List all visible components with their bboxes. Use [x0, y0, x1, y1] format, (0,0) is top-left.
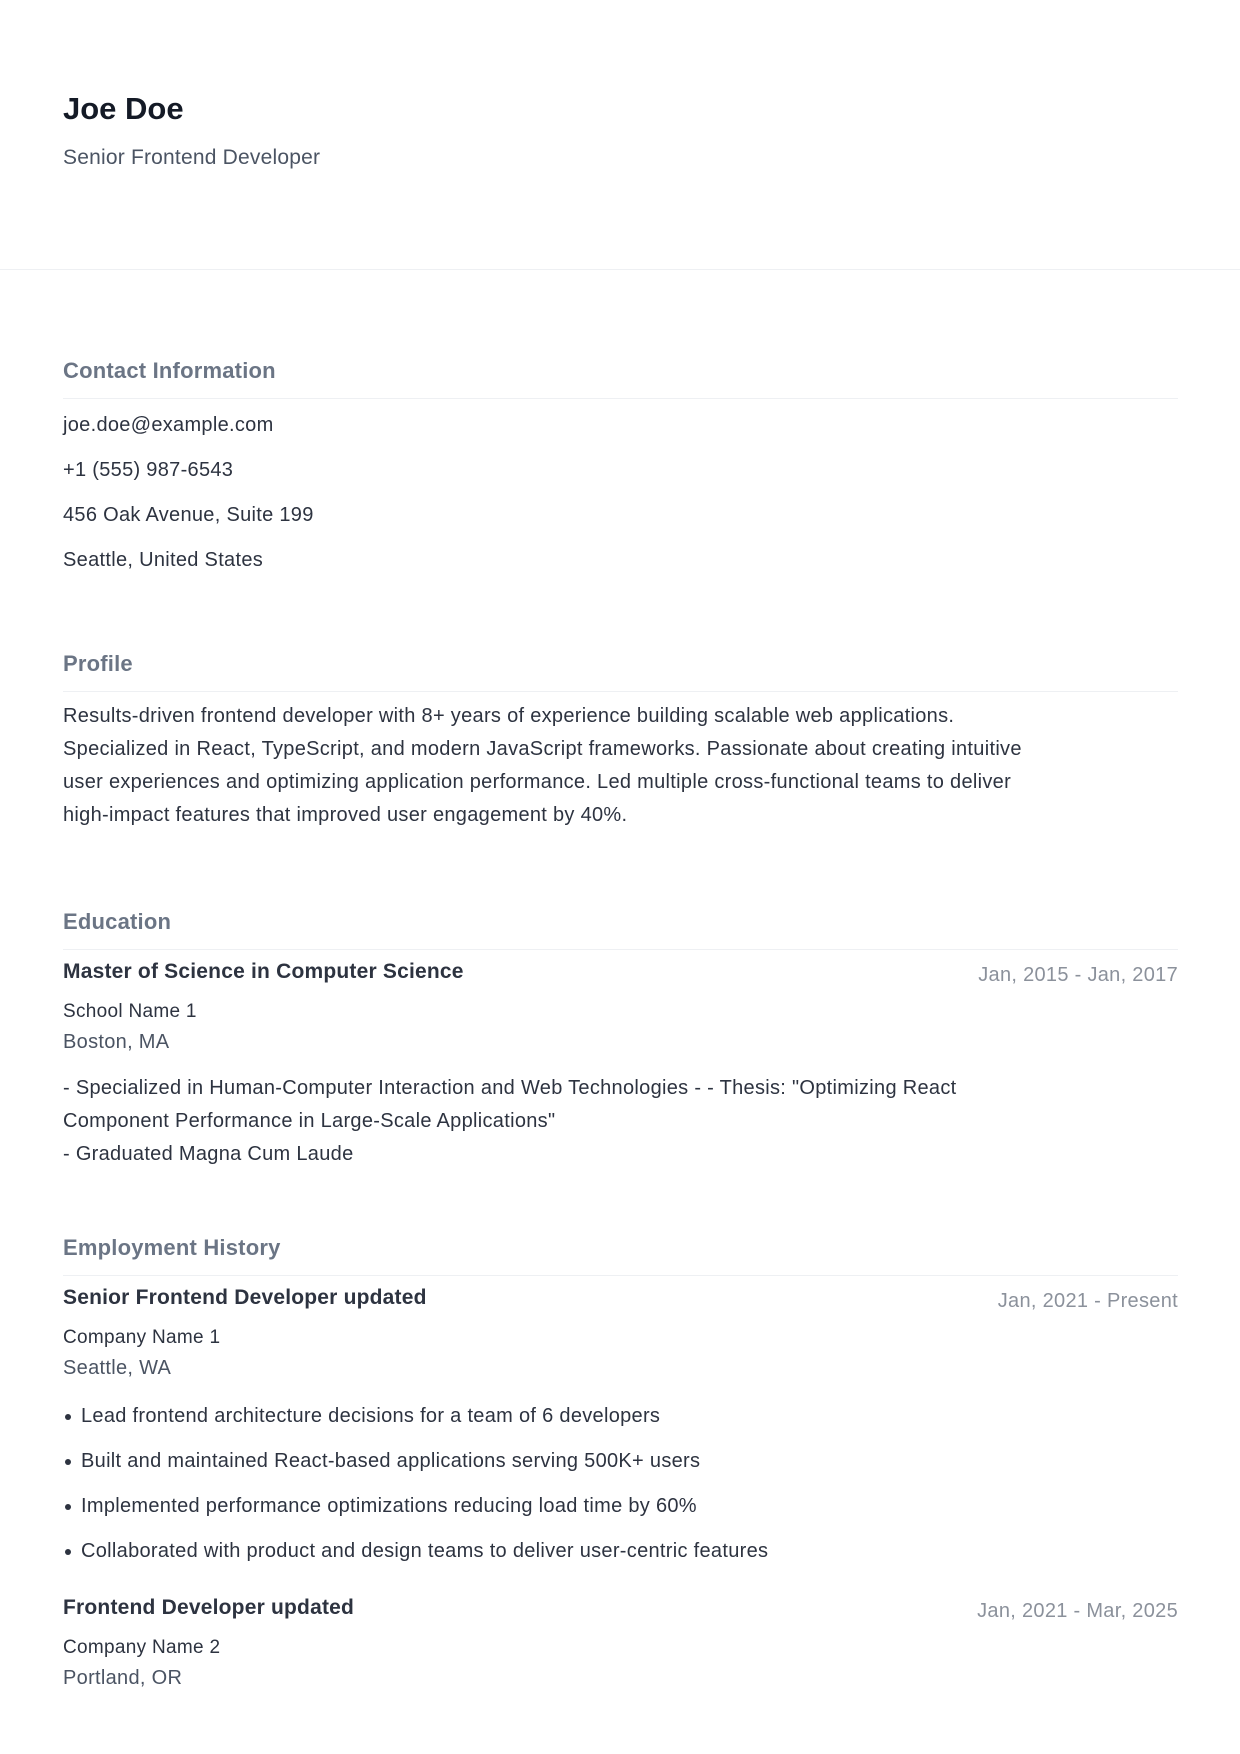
education-section: [63, 909, 1178, 1171]
contact-heading: Contact Information: [63, 358, 1178, 399]
employment-company: Company Name 1: [63, 1327, 221, 1348]
contact-email: joe.doe@example.com: [63, 414, 274, 436]
employment-entry-head: [63, 1596, 1178, 1623]
education-description-line: - Specialized in Human-Computer Interaction and Web Technologies - - Thesis: "Optimizing React: [63, 1077, 957, 1099]
bullet-text: Built and maintained React-based applications serving 500K+ users: [81, 1450, 701, 1472]
education-entry: [63, 960, 1178, 1171]
profile-line: Results-driven frontend developer with 8+ years of experience building scalable web applications.: [63, 705, 955, 727]
employment-title: Frontend Developer updated: [63, 1596, 355, 1619]
employment-entry: [63, 1596, 1178, 1690]
bullet-dot-icon: [65, 1549, 71, 1555]
employment-dates: Jan, 2021 - Mar, 2025: [977, 1600, 1178, 1622]
employment-bullets: [63, 1394, 1178, 1574]
employment-company: Company Name 2: [63, 1637, 221, 1658]
candidate-name: Joe Doe: [63, 91, 184, 126]
employment-dates: Jan, 2021 - Present: [997, 1290, 1178, 1312]
bullet-text: Collaborated with product and design teams to deliver user-centric features: [81, 1540, 769, 1562]
education-description: [63, 1072, 1178, 1171]
candidate-title: Senior Frontend Developer: [63, 146, 321, 169]
employment-location: Portland, OR: [63, 1667, 183, 1689]
bullet-dot-icon: [65, 1504, 71, 1510]
profile-heading: Profile: [63, 651, 1178, 692]
bullet-item: [81, 1529, 1178, 1574]
contact-city: Seattle, United States: [63, 549, 264, 571]
profile-summary: [63, 700, 1178, 832]
contact-section: [63, 358, 1178, 583]
profile-line: Specialized in React, TypeScript, and modern JavaScript frameworks. Passionate about creating intuitive: [63, 738, 1022, 760]
resume-header: [0, 0, 1240, 270]
bullet-item: [81, 1394, 1178, 1439]
bullet-dot-icon: [65, 1414, 71, 1420]
employment-heading: Employment History: [63, 1235, 1178, 1276]
bullet-text: Implemented performance optimizations reducing load time by 60%: [81, 1495, 697, 1517]
employment-location: Seattle, WA: [63, 1357, 172, 1379]
education-school: School Name 1: [63, 1001, 197, 1022]
education-location: Boston, MA: [63, 1031, 170, 1053]
employment-section: [63, 1235, 1178, 1690]
education-dates: Jan, 2015 - Jan, 2017: [978, 964, 1178, 986]
education-description-line: - Graduated Magna Cum Laude: [63, 1143, 354, 1165]
employment-entry-head: [63, 1286, 1178, 1313]
bullet-item: [81, 1439, 1178, 1484]
profile-line: user experiences and optimizing application performance. Led multiple cross-functional teams to deliver: [63, 771, 1012, 793]
education-heading: Education: [63, 909, 1178, 950]
profile-section: [63, 651, 1178, 832]
profile-line: high-impact features that improved user engagement by 40%.: [63, 804, 628, 826]
bullet-item: [81, 1484, 1178, 1529]
education-entry-head: [63, 960, 1178, 987]
bullet-text: Lead frontend architecture decisions for a team of 6 developers: [81, 1405, 661, 1427]
employment-title: Senior Frontend Developer updated: [63, 1286, 427, 1309]
education-description-line: Component Performance in Large-Scale Applications": [63, 1110, 556, 1132]
contact-list: [63, 403, 1178, 583]
education-degree: Master of Science in Computer Science: [63, 960, 464, 983]
employment-entry: [63, 1286, 1178, 1574]
contact-phone: +1 (555) 987-6543: [63, 459, 234, 481]
bullet-dot-icon: [65, 1459, 71, 1465]
contact-address: 456 Oak Avenue, Suite 199: [63, 504, 314, 526]
